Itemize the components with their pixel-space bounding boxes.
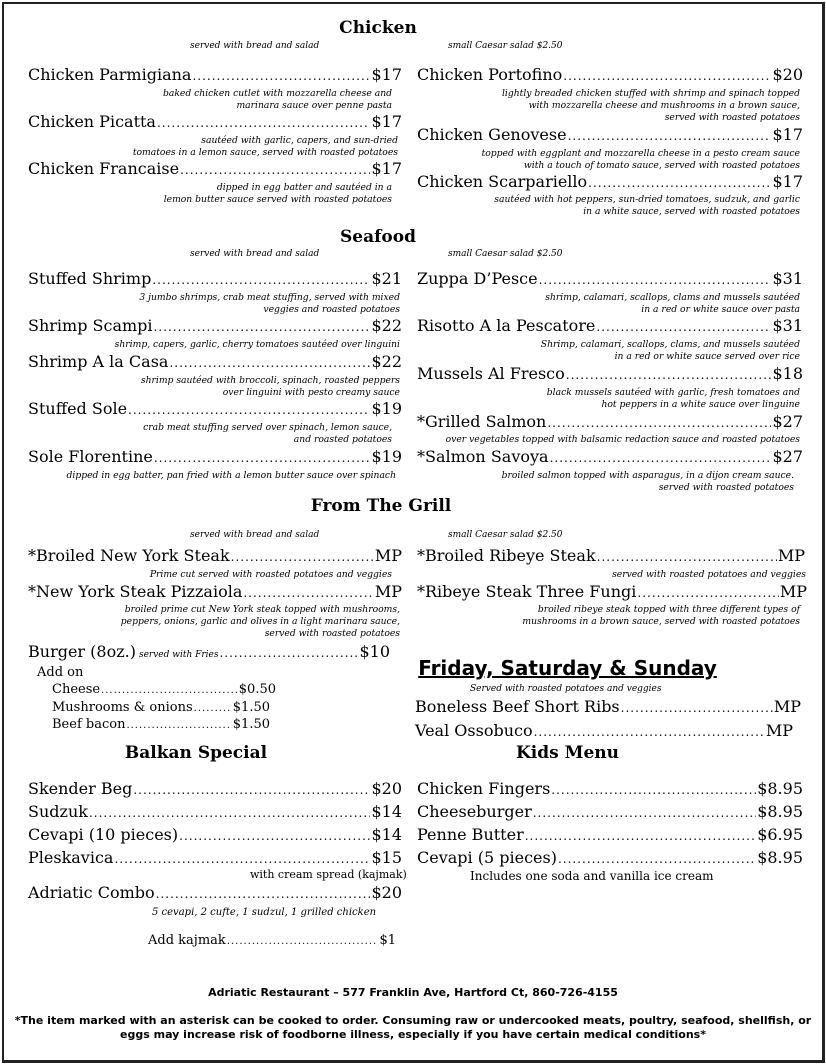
addon-name: Beef bacon <box>52 717 126 732</box>
dot-leader <box>231 547 374 567</box>
item-name: Chicken Picatta <box>28 112 156 131</box>
menu-item <box>28 112 402 133</box>
item-name: *Grilled Salmon <box>417 412 547 431</box>
item-price: $8.95 <box>757 848 803 867</box>
seafood-note-left: served with bread and salad <box>190 249 320 259</box>
item-description: crab meat stuffing served over spinach, lemon sauce, and roasted potatoes <box>143 422 392 445</box>
menu-item <box>28 883 402 904</box>
dot-leader <box>192 66 370 86</box>
dot-leader <box>558 849 756 869</box>
item-price: $22 <box>371 316 402 335</box>
item-description: baked chicken cutlet with mozzarella cheese and marinara sauce over penne pasta <box>162 88 392 111</box>
addon-price: $1.50 <box>232 700 270 715</box>
item-name: *Broiled New York Steak <box>28 546 230 565</box>
menu-item <box>417 802 803 823</box>
item-name: *Broiled Ribeye Steak <box>417 546 596 565</box>
item-price: $31 <box>772 269 803 288</box>
dot-leader <box>637 583 778 603</box>
dot-leader <box>157 113 370 133</box>
addon-price: $1.50 <box>232 717 270 732</box>
dot-leader <box>169 353 370 373</box>
item-price: $1 <box>379 933 396 948</box>
dot-leader <box>568 126 772 146</box>
item-name: Boneless Beef Short Ribs <box>415 697 620 716</box>
grill-title: From The Grill <box>310 496 452 516</box>
item-name: Burger (8oz.) <box>28 642 136 661</box>
item-price: $14 <box>371 802 402 821</box>
item-name: Stuffed Shrimp <box>28 269 152 288</box>
addon-title: Add on <box>37 665 84 680</box>
seafood-title: Seafood <box>340 227 416 247</box>
item-note: with cream spread (kajmak) <box>250 868 407 881</box>
item-name: Chicken Parmigiana <box>28 65 192 84</box>
item-name: Penne Butter <box>417 825 524 844</box>
menu-item <box>417 447 803 468</box>
menu-item <box>28 352 402 373</box>
item-name: Mussels Al Fresco <box>417 364 565 383</box>
item-price: $8.95 <box>757 779 803 798</box>
menu-item <box>417 364 803 385</box>
item-name: Chicken Scarpariello <box>417 172 588 191</box>
menu-item <box>28 582 402 603</box>
dot-leader <box>180 160 370 180</box>
item-description: 5 cevapi, 2 cufte, 1 sudzul, 1 grilled chicken <box>152 907 377 918</box>
item-description: sautéed with hot peppers, sun-dried tomatoes, sudzuk, and garlic in a white sauce, served with roasted potatoes <box>494 194 800 217</box>
menu-item <box>28 848 402 869</box>
menu-item <box>28 779 402 800</box>
dot-leader <box>597 547 777 567</box>
item-price: MP <box>779 582 807 601</box>
item-price: $21 <box>371 269 402 288</box>
chicken-note-left: served with bread and salad <box>190 41 320 51</box>
item-price: MP <box>773 697 801 716</box>
item-price: $17 <box>772 125 803 144</box>
item-description: Shrimp, calamari, scallops, clams, and mussels sautéed in a red or white sauce served over rice <box>540 339 800 362</box>
footer-address: Adriatic Restaurant – 577 Franklin Ave, Hartford Ct, 860-726-4155 <box>208 986 618 999</box>
kids-note: Includes one soda and vanilla ice cream <box>470 869 714 883</box>
dot-leader <box>126 717 231 734</box>
item-price: $17 <box>371 159 402 178</box>
menu-item <box>415 721 793 742</box>
dot-leader <box>550 448 772 468</box>
dot-leader <box>563 66 771 86</box>
chicken-title: Chicken <box>339 18 417 38</box>
seafood-note-right: small Caesar salad $2.50 <box>448 249 563 259</box>
item-price: $17 <box>371 112 402 131</box>
dot-leader <box>154 317 371 337</box>
dot-leader <box>566 365 772 385</box>
item-name: Veal Ossobuco <box>415 721 533 740</box>
menu-item <box>148 932 396 950</box>
item-price: $17 <box>772 172 803 191</box>
item-price: $19 <box>371 447 402 466</box>
item-name: Risotto A la Pescatore <box>417 316 596 335</box>
item-name: Shrimp A la Casa <box>28 352 169 371</box>
menu-item <box>415 697 801 718</box>
item-price: $8.95 <box>757 802 803 821</box>
dot-leader <box>128 400 370 420</box>
item-description: black mussels sautéed with garlic, fresh tomatoes and hot peppers in a white sauce over linguine <box>546 387 800 410</box>
item-price: $20 <box>772 65 803 84</box>
balkan-title: Balkan Special <box>124 743 268 763</box>
dot-leader <box>534 722 765 742</box>
item-price: $27 <box>772 412 803 431</box>
addon-item <box>52 716 270 734</box>
item-price: $17 <box>371 65 402 84</box>
item-description: shrimp, capers, garlic, cherry tomatoes sautéed over linguini <box>114 339 400 350</box>
item-description: topped with eggplant and mozzarella cheese in a pesto cream sauce with a touch of tomato sauce, served with roasted potatoes <box>481 148 800 171</box>
item-price: $18 <box>772 364 803 383</box>
dot-leader <box>154 448 371 468</box>
dot-leader <box>596 317 771 337</box>
item-note: served with Fries <box>138 650 219 660</box>
item-price: $31 <box>772 316 803 335</box>
item-name: Skender Beg <box>28 779 133 798</box>
item-name: Adriatic Combo <box>28 883 155 902</box>
item-price: $19 <box>371 399 402 418</box>
item-price: $27 <box>772 447 803 466</box>
item-name: Sudzuk <box>28 802 88 821</box>
dot-leader <box>219 643 358 663</box>
menu-item <box>417 848 803 869</box>
item-price: $14 <box>371 825 402 844</box>
item-name: Chicken Portofino <box>417 65 563 84</box>
dot-leader <box>539 270 772 290</box>
item-name: Cheeseburger <box>417 802 532 821</box>
menu-item <box>417 65 803 86</box>
addon-name: Cheese <box>52 682 101 697</box>
dot-leader <box>243 583 373 603</box>
item-price: $6.95 <box>757 825 803 844</box>
item-name: Chicken Genovese <box>417 125 567 144</box>
item-description: broiled salmon topped with asparagus, in a dijon cream sauce. served with roasted potatoes <box>501 470 794 493</box>
item-price: MP <box>765 721 793 740</box>
menu-item <box>28 269 402 290</box>
menu-item <box>417 582 807 603</box>
menu-item <box>28 316 402 337</box>
menu-item <box>28 825 402 846</box>
menu-item <box>28 447 402 468</box>
chicken-note-right: small Caesar salad $2.50 <box>448 41 563 51</box>
item-description: lightly breaded chicken stuffed with shrimp and spinach topped with mozzarella cheese and mushrooms in a brown sauce, served with roasted potatoes <box>501 88 800 123</box>
menu-item <box>417 779 803 800</box>
item-description: served with roasted potatoes and veggies <box>612 569 806 580</box>
item-description: shrimp sautéed with broccoli, spinach, roasted peppers over linguini with pesto creamy sauce <box>140 375 400 398</box>
weekend-title: Friday, Saturday & Sunday <box>418 656 717 680</box>
menu-item <box>28 642 390 665</box>
item-name: Pleskavica <box>28 848 114 867</box>
item-description: broiled prime cut New York steak topped with mushrooms, peppers, onions, garlic and olives in a light marinara sauce, served with roasted potatoes <box>120 604 400 639</box>
dot-leader <box>156 884 371 904</box>
item-price: $10 <box>359 642 390 661</box>
weekend-note: Served with roasted potatoes and veggies <box>470 684 662 694</box>
addon-item <box>52 699 270 717</box>
item-price: MP <box>777 546 805 565</box>
item-name: *Salmon Savoya <box>417 447 549 466</box>
item-description: broiled ribeye steak topped with three different types of mushrooms in a brown sauce, served with roasted potatoes <box>522 604 800 627</box>
item-price: MP <box>374 546 402 565</box>
item-name: *New York Steak Pizzaiola <box>28 582 243 601</box>
dot-leader <box>533 803 756 823</box>
item-price: $20 <box>371 883 402 902</box>
menu-item <box>417 412 803 433</box>
dot-leader <box>551 780 756 800</box>
item-name: Zuppa D’Pesce <box>417 269 538 288</box>
item-price: MP <box>374 582 402 601</box>
addon-name: Mushrooms & onions <box>52 700 193 715</box>
dot-leader <box>89 803 371 823</box>
dot-leader <box>114 849 370 869</box>
menu-item <box>417 125 803 146</box>
item-description: shrimp, calamari, scallops, clams and mussels sautéed in a red or white sauce over pasta <box>545 292 800 315</box>
menu-item <box>417 546 805 567</box>
dot-leader <box>621 698 773 718</box>
kids-title: Kids Menu <box>516 743 619 763</box>
addon-price: $0.50 <box>238 682 276 697</box>
dot-leader <box>152 270 370 290</box>
grill-note-left: served with bread and salad <box>190 530 320 540</box>
item-description: over vegetables topped with balsamic redaction sauce and roasted potatoes <box>445 434 800 445</box>
item-name: Stuffed Sole <box>28 399 128 418</box>
item-name: Cevapi (10 pieces) <box>28 825 179 844</box>
menu-item <box>417 825 803 846</box>
menu-item <box>28 802 402 823</box>
dot-leader <box>133 780 370 800</box>
dot-leader <box>525 826 756 846</box>
item-name: *Ribeye Steak Three Fungi <box>417 582 637 601</box>
item-name: Cevapi (5 pieces) <box>417 848 557 867</box>
dot-leader <box>101 682 238 699</box>
menu-item <box>28 546 402 567</box>
addon-item <box>52 681 276 699</box>
item-name: Shrimp Scampi <box>28 316 153 335</box>
item-name: Sole Florentine <box>28 447 153 466</box>
item-price: $20 <box>371 779 402 798</box>
item-description: Prime cut served with roasted potatoes and veggies <box>149 569 392 580</box>
footer-warning: *The item marked with an asterisk can be cooked to order. Consuming raw or undercooked meats, poultry, seafood, shellfish, or eggs may increase risk of foodborne illness, especially if you have certain medical conditions* <box>14 1014 812 1041</box>
dot-leader <box>179 826 370 846</box>
item-description: dipped in egg batter, pan fried with a lemon butter sauce over spinach <box>66 470 396 481</box>
menu-item <box>28 159 402 180</box>
item-name: Chicken Francaise <box>28 159 180 178</box>
item-price: $22 <box>371 352 402 371</box>
grill-note-right: small Caesar salad $2.50 <box>448 530 563 540</box>
menu-item <box>28 65 402 86</box>
dot-leader <box>547 413 771 433</box>
menu-item <box>417 316 803 337</box>
item-name: Chicken Fingers <box>417 779 551 798</box>
menu-item <box>417 172 803 193</box>
item-description: sautéed with garlic, capers, and sun-dried tomatoes in a lemon sauce, served with roasted potatoes <box>132 135 398 158</box>
dot-leader <box>194 700 232 717</box>
dot-leader <box>227 933 379 950</box>
menu-item <box>28 399 402 420</box>
item-name: Add kajmak <box>148 933 226 948</box>
menu-item <box>417 269 803 290</box>
item-price: $15 <box>371 848 402 867</box>
item-description: dipped in egg batter and sautéed in a lemon butter sauce served with roasted potatoes <box>163 182 392 205</box>
item-description: 3 jumbo shrimps, crab meat stuffing, served with mixed veggies and roasted potatoes <box>139 292 400 315</box>
dot-leader <box>588 173 771 193</box>
